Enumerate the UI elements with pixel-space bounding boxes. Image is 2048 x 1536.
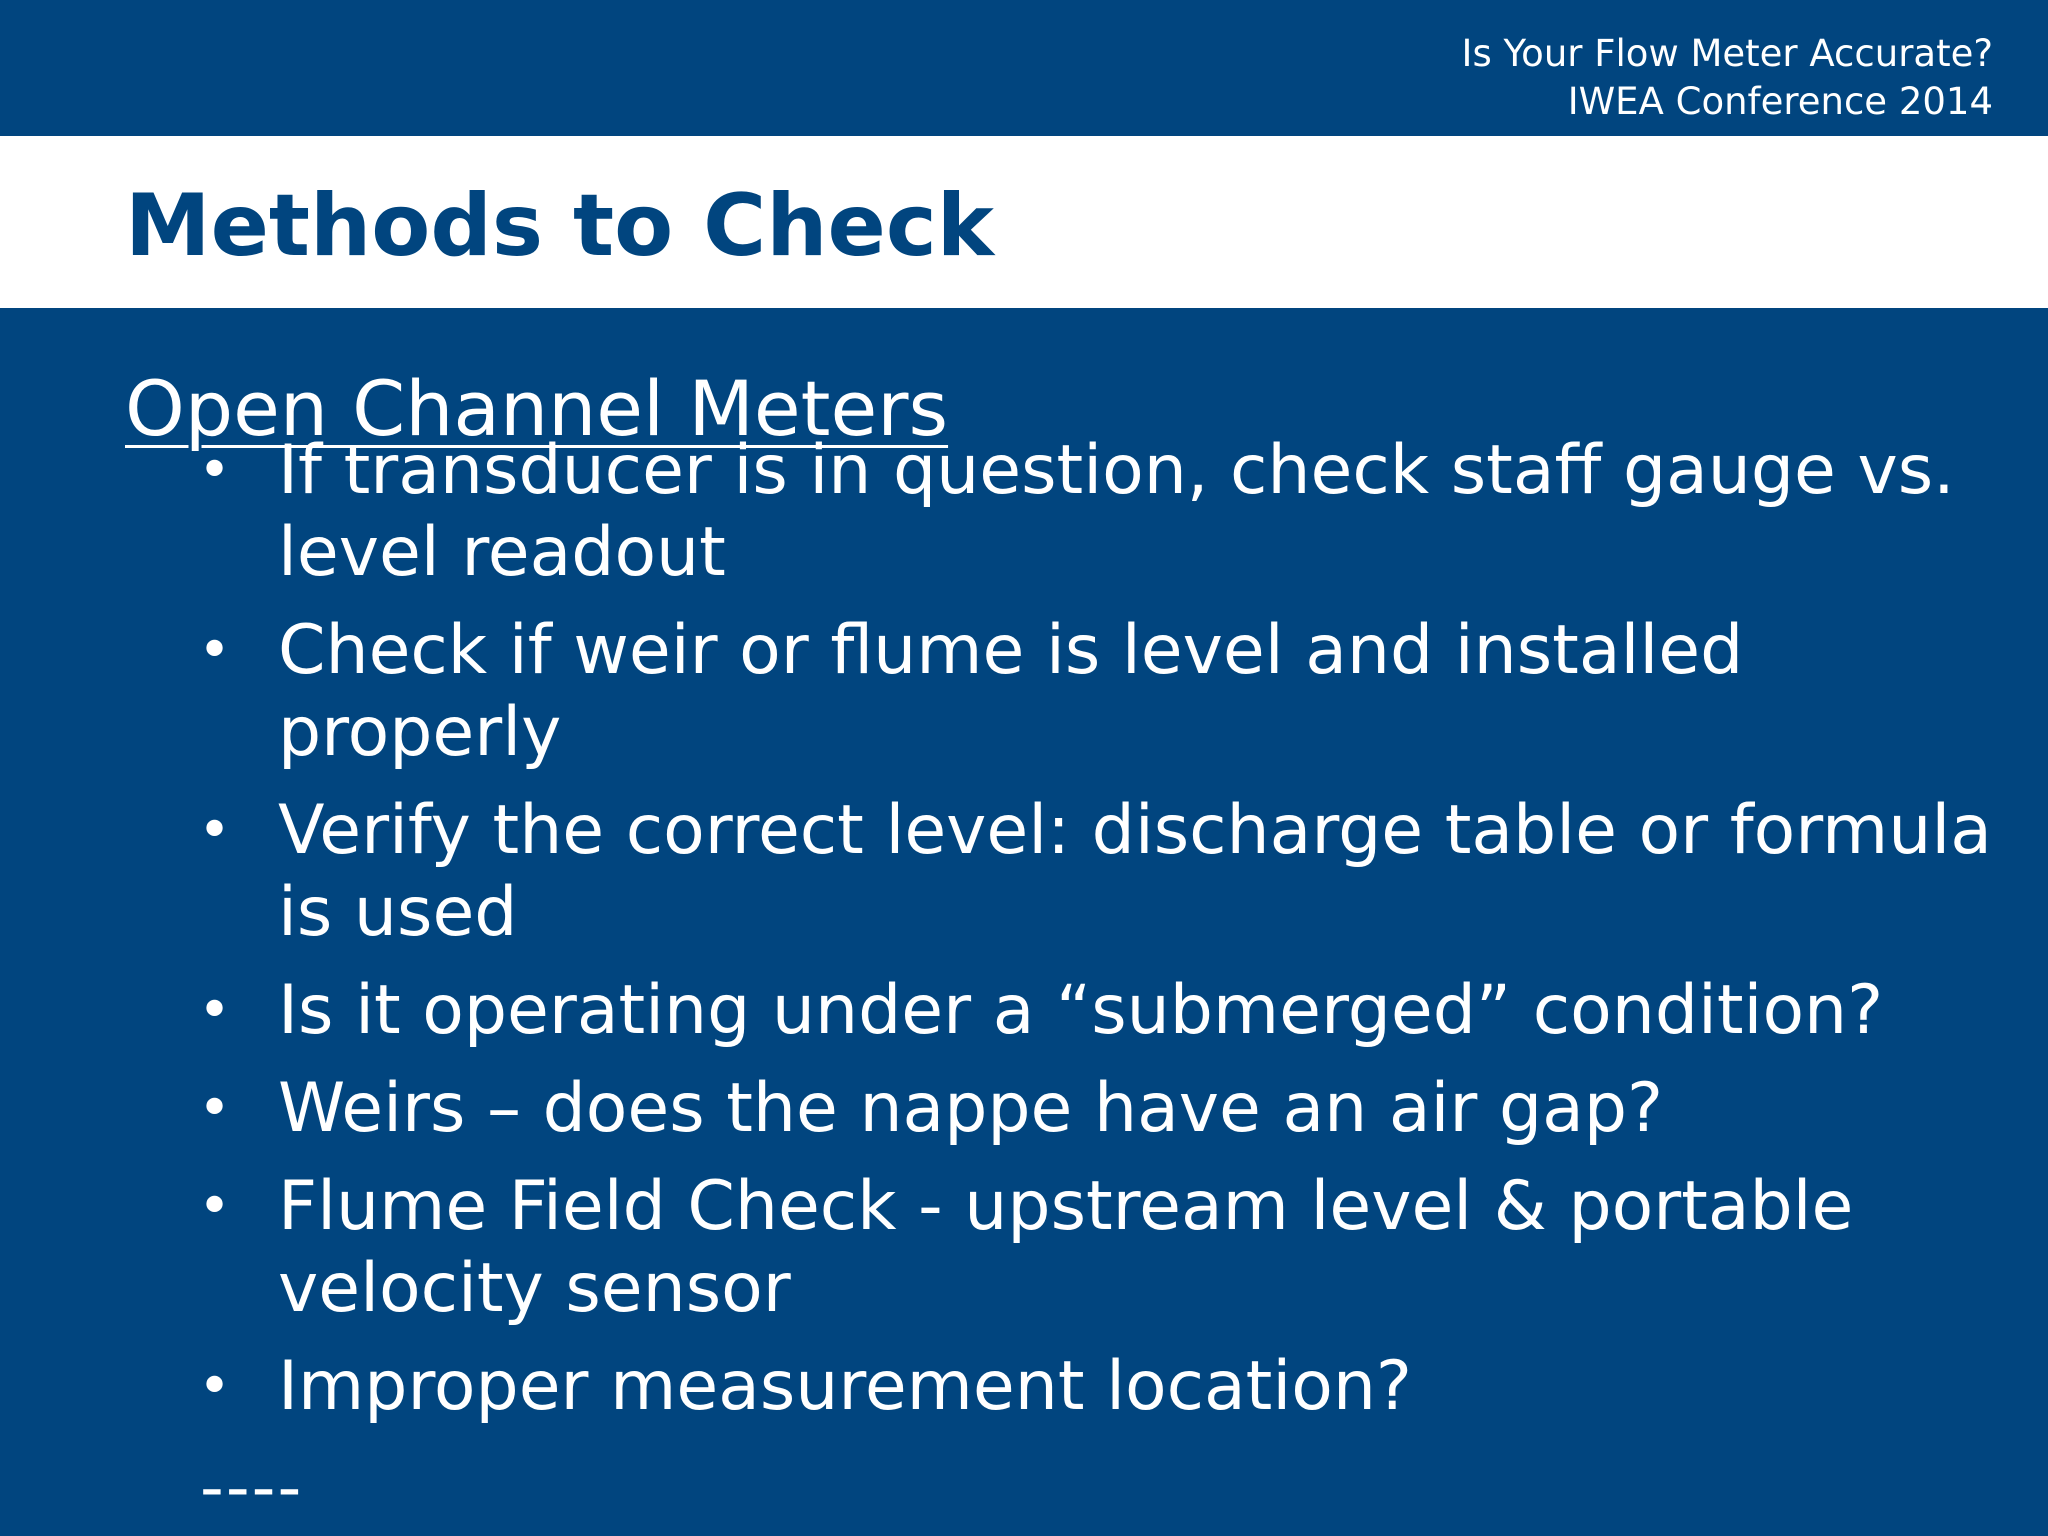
bullet-item [198, 1166, 1998, 1330]
bullet-icon: • [198, 798, 232, 863]
bullet-item [198, 1346, 1998, 1428]
bullet-icon: • [198, 1354, 232, 1419]
bullet-icon: • [198, 1174, 232, 1239]
header-conference: IWEA Conference 2014 [1567, 80, 1993, 123]
bullet-icon: • [198, 978, 232, 1043]
slide-title: Methods to Check [125, 176, 994, 276]
bullet-text: Verify the correct level: discharge table or formula is used [278, 791, 1992, 952]
presentation-header [1462, 30, 1993, 126]
section-subheading: Open Channel Meters [125, 364, 949, 453]
bullet-item [198, 970, 1998, 1052]
bullet-text: Weirs – does the nappe have an air gap? [278, 1069, 1664, 1148]
bullet-text: Improper measurement location? [278, 1347, 1413, 1426]
bullet-item [198, 430, 1998, 594]
bullet-text: Is it operating under a “submerged” condition? [278, 971, 1884, 1050]
bullet-item [198, 610, 1998, 774]
bullet-icon: • [198, 618, 232, 683]
bullet-text: If transducer is in question, check staff gauge vs. level readout [278, 431, 1955, 592]
header-title: Is Your Flow Meter Accurate? [1461, 32, 1993, 75]
bullet-icon: • [198, 1076, 232, 1141]
bullet-list [198, 430, 1998, 1444]
bullet-text: Check if weir or flume is level and installed properly [278, 611, 1744, 772]
bullet-text: Flume Field Check - upstream level & portable velocity sensor [278, 1167, 1854, 1328]
bullet-icon: • [198, 438, 232, 503]
bullet-item [198, 1068, 1998, 1150]
trailing-dashes: ---- [200, 1449, 304, 1526]
bullet-item [198, 790, 1998, 954]
